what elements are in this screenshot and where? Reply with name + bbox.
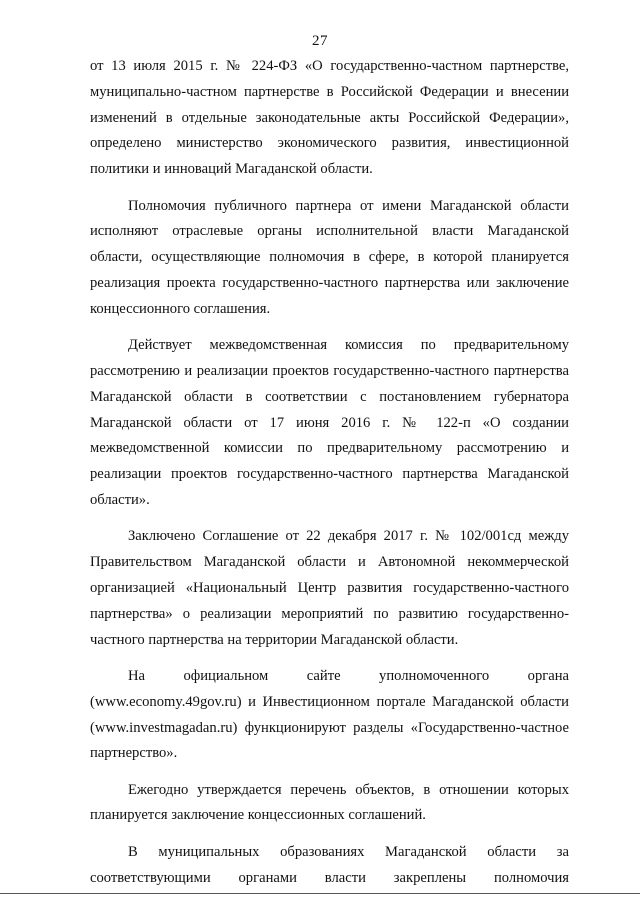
paragraph-3: Действует межведомственная комиссия по предварительному рассмотрению и реализации проектов государственно-частного партнерства Магаданской области в соответствии с постановлением губернатора Магаданской области от 17 июня 2016 г. № 122-п «О создании межведомственной комиссии по предварительному рассмотрению и реализации проектов государственно-частного партнерства Магаданской области». — [90, 337, 569, 508]
paragraph-1: от 13 июля 2015 г. № 224-ФЗ «О государственно-частном партнерстве, муниципально-частном партнерстве в Российской Федерации и внесении изменений в отдельные законодательные акты Российской Федерации», определено министерство экономического развития, инвестиционной политики и инноваций Магаданской области. — [90, 58, 569, 178]
paragraph-4: Заключено Соглашение от 22 декабря 2017 г. № 102/001сд между Правительством Магаданской области и Автономной некоммерческой организацией «Национальный Центр развития государственно-частного партнерства» о реализации мероприятий по развитию государственно-частного партнерства на территории Магаданской области. — [90, 528, 569, 648]
document-body — [90, 54, 569, 902]
scan-edge-line — [0, 893, 640, 894]
paragraph-6: Ежегодно утверждается перечень объектов, в отношении которых планируется заключение концессионных соглашений. — [90, 781, 569, 824]
page-number: 27 — [312, 33, 328, 49]
paragraph-2: Полномочия публичного партнера от имени Магаданской области исполняют отраслевые органы исполнительной власти Магаданской области, осуществляющие полномочия в сфере, в которой планируется реализация проекта государственно-частного партнерства или заключение концессионного соглашения. — [90, 197, 569, 317]
paragraph-5: На официальном сайте уполномоченного органа (www.economy.49gov.ru) и Инвестиционном портале Магаданской области (www.investmagadan.ru) функционируют разделы «Государственно-частное партнерство». — [90, 667, 569, 762]
paragraph-7: В муниципальных образованиях Магаданской области за соответствующими органами власти закреплены полномочия — [90, 843, 569, 886]
